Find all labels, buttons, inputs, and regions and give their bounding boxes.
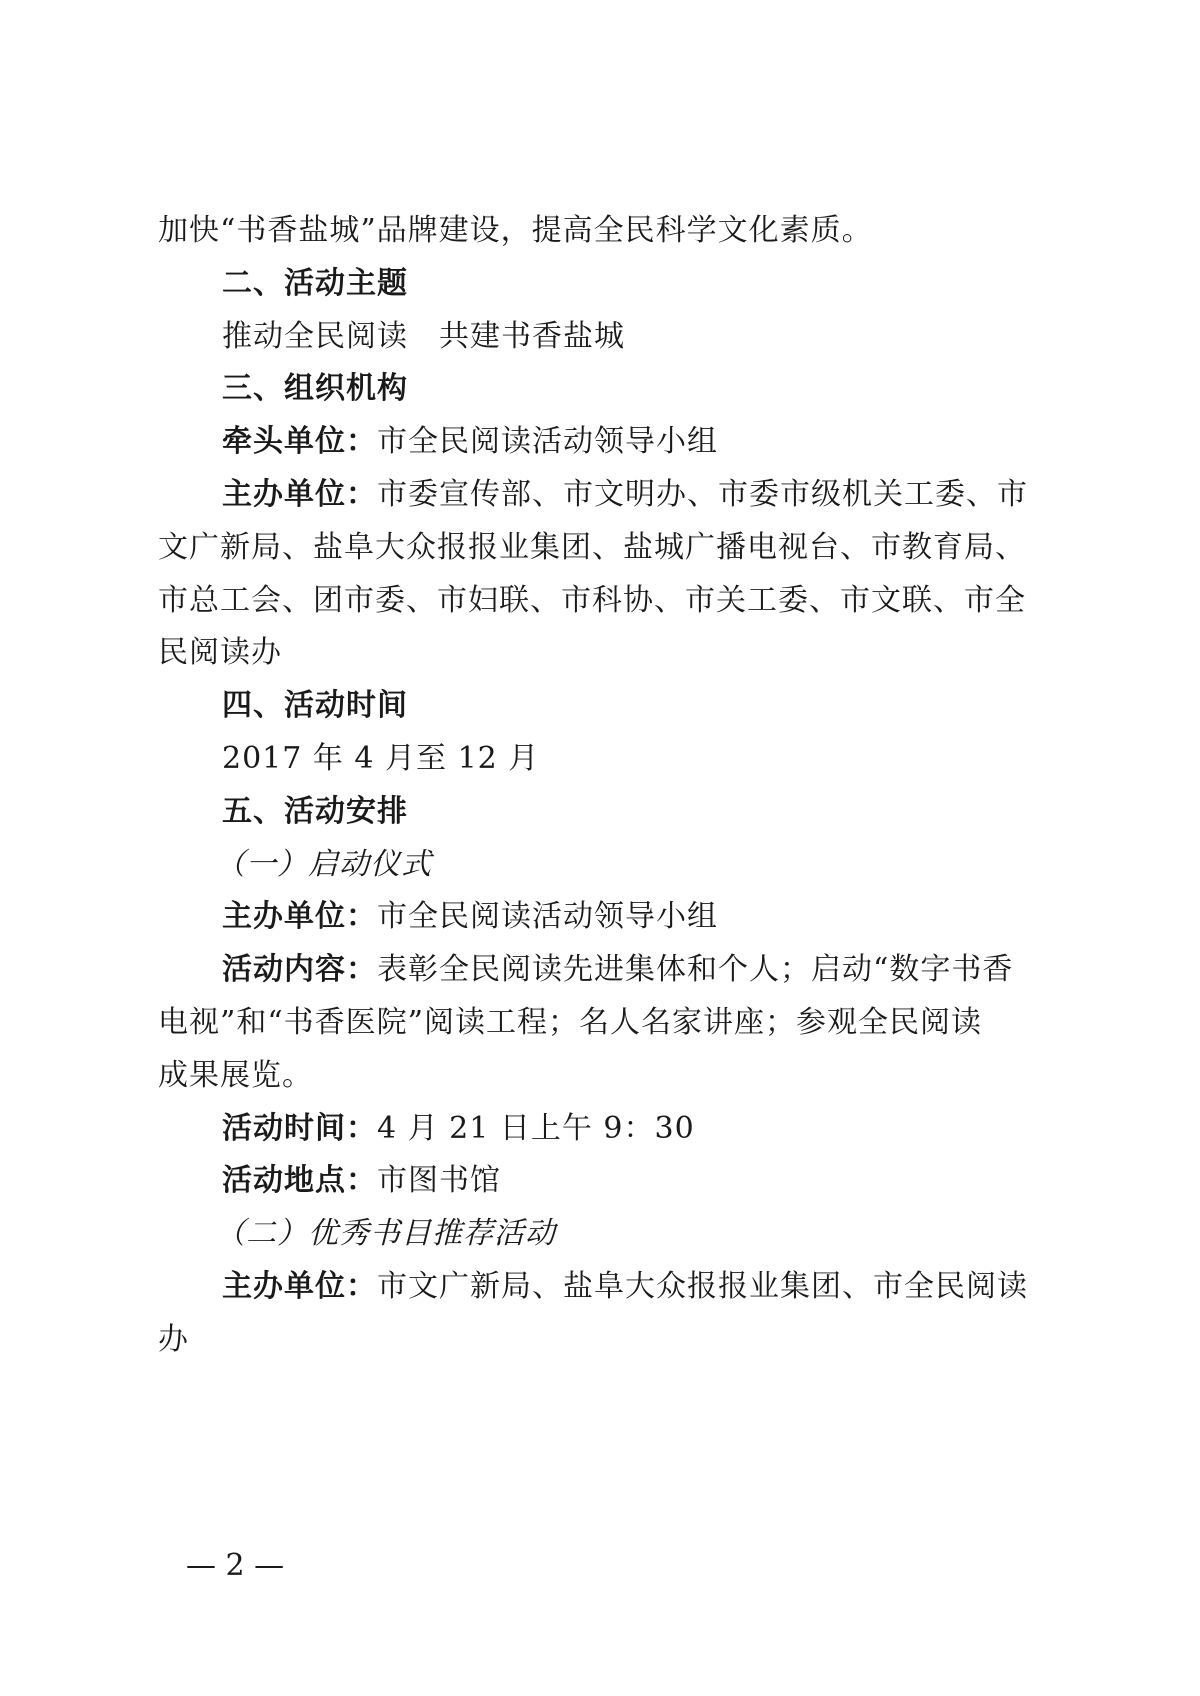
launch-place-label: 活动地点： <box>222 1163 377 1198</box>
lead-unit-line <box>222 422 1122 462</box>
recommend-host-label: 主办单位： <box>222 1269 377 1304</box>
launch-content-value: 表彰全民阅读先进集体和个人；启动“数字书香 <box>377 952 1014 987</box>
launch-time-line <box>222 1109 1122 1149</box>
section-heading-arrangement: 五、活动安排 <box>222 794 408 829</box>
paragraph-line: 加快“书香盐城”品牌建设，提高全民科学文化素质。 <box>158 213 873 248</box>
launch-host-line <box>222 897 1122 937</box>
paragraph-line: 市总工会、团市委、市妇联、市科协、市关工委、市文联、市全 <box>158 583 1026 618</box>
launch-host-label: 主办单位： <box>222 899 377 934</box>
paragraph-line: 民阅读办 <box>158 635 282 670</box>
section-heading-time: 四、活动时间 <box>222 688 408 723</box>
launch-place-line <box>222 1161 1122 1201</box>
recommend-host-line <box>222 1267 1122 1307</box>
section-heading-organization: 三、组织机构 <box>222 371 408 406</box>
page-number: — 2 — <box>186 1548 285 1583</box>
subsection-heading-book-recommendation: （二）优秀书目推荐活动 <box>215 1216 556 1251</box>
launch-host-value: 市全民阅读活动领导小组 <box>377 899 718 934</box>
section-heading-theme: 二、活动主题 <box>222 266 408 301</box>
paragraph-line: 文广新局、盐阜大众报报业集团、盐城广播电视台、市教育局、 <box>158 530 1026 565</box>
paragraph-line: 电视”和“书香医院”阅读工程；名人名家讲座；参观全民阅读 <box>158 1005 983 1040</box>
launch-time-label: 活动时间： <box>222 1111 377 1146</box>
recommend-host-value: 市文广新局、盐阜大众报报业集团、市全民阅读 <box>377 1269 1028 1304</box>
paragraph-line: 成果展览。 <box>158 1058 313 1093</box>
host-unit-line <box>222 475 1122 515</box>
time-text: 2017 年 4 月至 12 月 <box>222 741 540 776</box>
lead-unit-label: 牵头单位： <box>222 424 377 459</box>
lead-unit-value: 市全民阅读活动领导小组 <box>377 424 718 459</box>
launch-place-value: 市图书馆 <box>377 1163 501 1198</box>
launch-time-value: 4 月 21 日上午 9：30 <box>377 1111 695 1146</box>
launch-content-line <box>222 950 1122 990</box>
theme-text: 推动全民阅读 共建书香盐城 <box>222 319 625 354</box>
host-unit-label: 主办单位： <box>222 477 377 512</box>
subsection-heading-launch: （一）启动仪式 <box>215 847 432 882</box>
host-unit-value: 市委宣传部、市文明办、市委市级机关工委、市 <box>377 477 1028 512</box>
launch-content-label: 活动内容： <box>222 952 377 987</box>
paragraph-line: 办 <box>158 1322 189 1357</box>
